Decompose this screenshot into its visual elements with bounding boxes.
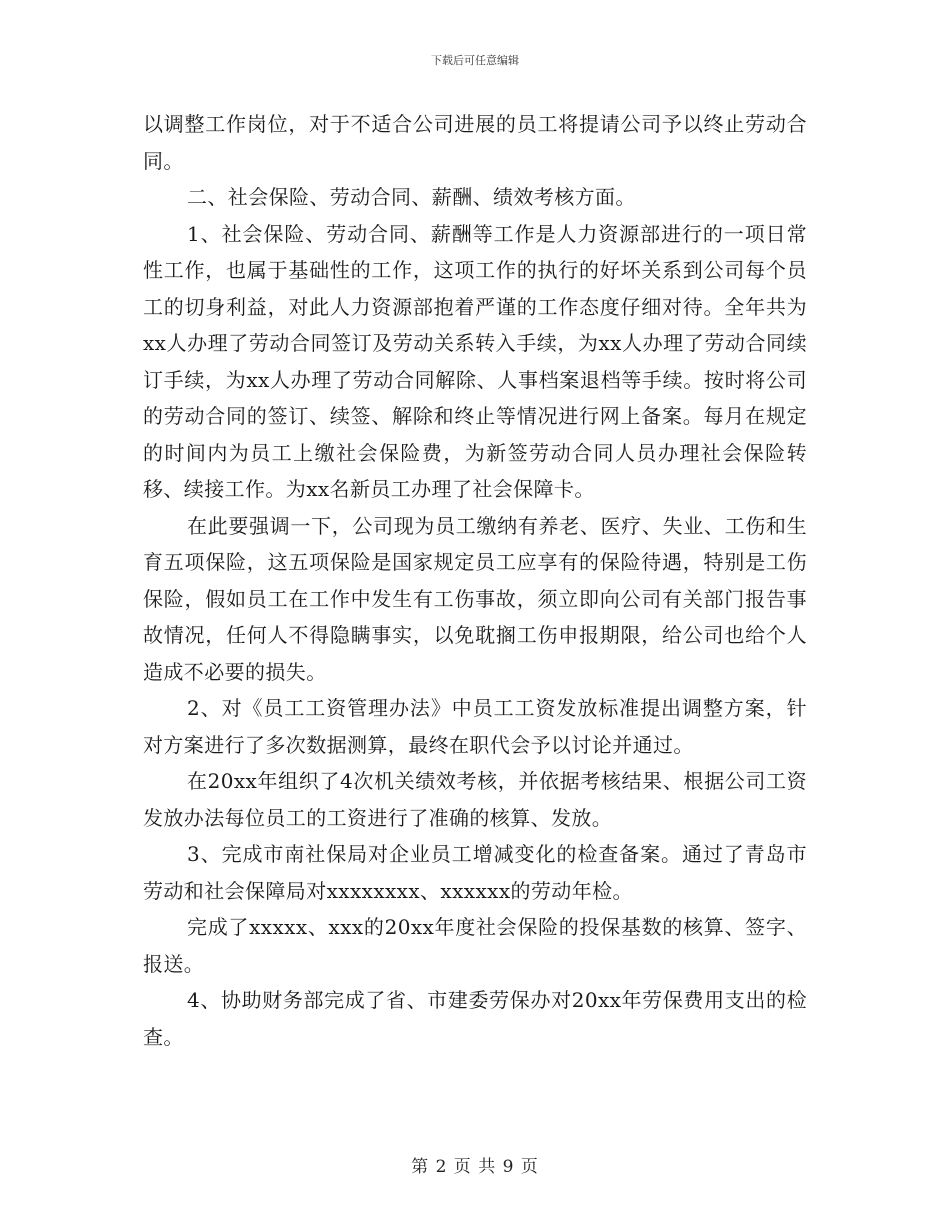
- paragraph-4: 在此要强调一下，公司现为员工缴纳有养老、医疗、失业、工伤和生育五项保险，这五项保险是国家规定员工应享有的保险待遇，特别是工伤保险，假如员工在工作中发生有工伤事故，须立即向公司有关部门报告事故情况，任何人不得隐瞒事实，以免耽搁工伤申报期限，给公司也给个人造成不必要的损失。: [143, 513, 807, 684]
- document-body: [143, 106, 807, 1055]
- paragraph-8: 完成了xxxxx、xxx的20xx年度社会保险的投保基数的核算、签字、报送。: [143, 915, 807, 976]
- paragraph-3: 1、社会保险、劳动合同、薪酬等工作是人力资源部进行的一项日常性工作，也属于基础性的工作，这项工作的执行的好坏关系到公司每个员工的切身利益，对此人力资源部抱着严谨的工作态度仔细对待。全年共为xx人办理了劳动合同签订及劳动关系转入手续，为xx人办理了劳动合同续订手续，为xx人办理了劳动合同解除、人事档案退档等手续。按时将公司的劳动合同的签订、续签、解除和终止等情况进行网上备案。每月在规定的时间内为员工上缴社会保险费，为新签劳动合同人员办理社会保险转移、续接工作。为xx名新员工办理了社会保障卡。: [143, 221, 807, 501]
- paragraph-5: 2、对《员工工资管理办法》中员工工资发放标准提出调整方案，针对方案进行了多次数据测算，最终在职代会予以讨论并通过。: [143, 696, 807, 757]
- paragraph-6: 在20xx年组织了4次机关绩效考核，并依据考核结果、根据公司工资发放办法每位员工的工资进行了准确的核算、发放。: [143, 769, 807, 830]
- paragraph-1: 以调整工作岗位，对于不适合公司进展的员工将提请公司予以终止劳动合同。: [143, 112, 807, 173]
- page-number-footer: 第 2 页 共 9 页: [411, 1157, 539, 1177]
- paragraph-2: 二、社会保险、劳动合同、薪酬、绩效考核方面。: [187, 185, 636, 209]
- paragraph-9: 4、协助财务部完成了省、市建委劳保办对20xx年劳保费用支出的检查。: [143, 988, 807, 1049]
- paragraph-7: 3、完成市南社保局对企业员工增减变化的检查备案。通过了青岛市劳动和社会保障局对xxxxxxxx、xxxxxx的劳动年检。: [143, 842, 807, 903]
- page-header: 下载后可任意编辑: [431, 54, 519, 67]
